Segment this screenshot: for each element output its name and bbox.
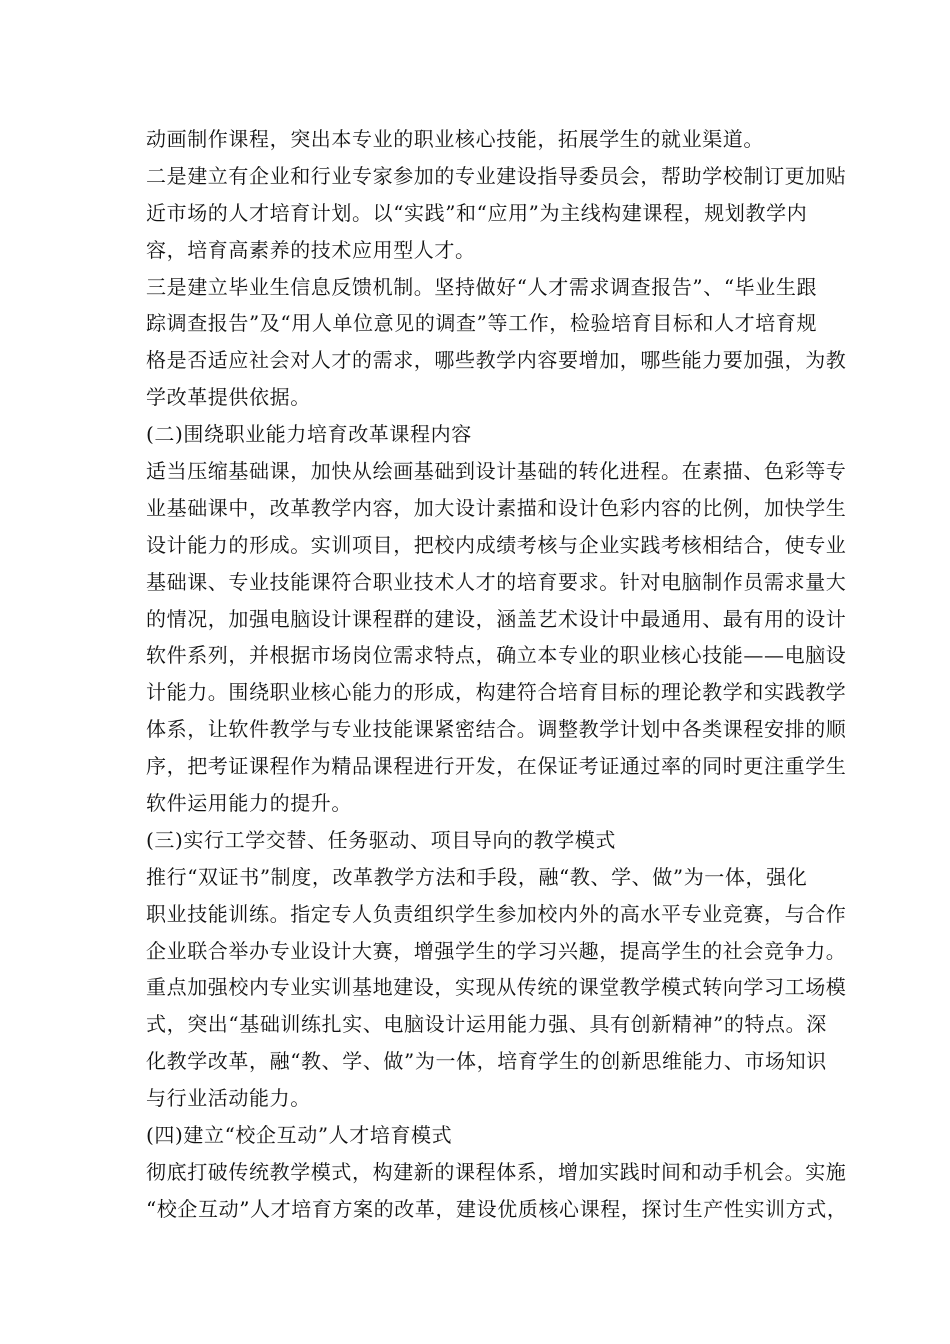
text-line: 计能力。围绕职业核心能力的形成，构建符合培育目标的理论教学和实践教学 bbox=[146, 680, 847, 705]
text-line: 二是建立有企业和行业专家参加的专业建设指导委员会，帮助学校制订更加贴 bbox=[146, 163, 847, 188]
text-line: 近市场的人才培育计划。以“实践”和“应用”为主线构建课程，规划教学内 bbox=[146, 200, 808, 225]
section-heading: (三)实行工学交替、任务驱动、项目导向的教学模式 bbox=[146, 827, 617, 852]
text-line: 软件系列，并根据市场岗位需求特点，确立本专业的职业核心技能——电脑设 bbox=[146, 643, 847, 668]
text-line: 适当压缩基础课，加快从绘画基础到设计基础的转化进程。在素描、色彩等专 bbox=[146, 459, 847, 484]
text-line: 动画制作课程，突出本专业的职业核心技能，拓展学生的就业渠道。 bbox=[146, 127, 764, 151]
text-line: 格是否适应社会对人才的需求，哪些教学内容要增加，哪些能力要加强，为教 bbox=[146, 348, 847, 373]
text-line: 式，突出“基础训练扎实、电脑设计运用能力强、具有创新精神”的特点。深 bbox=[146, 1012, 827, 1037]
text-line: 体系，让软件教学与专业技能课紧密结合。调整教学计划中各类课程安排的顺 bbox=[146, 717, 847, 742]
text-line: 企业联合举办专业设计大赛，增强学生的学习兴趣，提高学生的社会竞争力。 bbox=[146, 938, 847, 963]
text-line: 序，把考证课程作为精品课程进行开发，在保证考证通过率的同时更注重学生 bbox=[146, 754, 847, 779]
text-line: 彻底打破传统教学模式，构建新的课程体系，增加实践时间和动手机会。实施 bbox=[146, 1159, 847, 1184]
text-line: 重点加强校内专业实训基地建设，实现从传统的课堂教学模式转向学习工场模 bbox=[146, 975, 847, 1000]
document-body bbox=[146, 121, 848, 1228]
text-line: 与行业活动能力。 bbox=[146, 1086, 311, 1111]
text-line: 职业技能训练。指定专人负责组织学生参加校内外的高水平专业竞赛，与合作 bbox=[146, 901, 847, 926]
text-line: 化教学改革，融“教、学、做”为一体，培育学生的创新思维能力、市场知识 bbox=[146, 1049, 827, 1074]
text-line: 业基础课中，改革教学内容，加大设计素描和设计色彩内容的比例，加快学生 bbox=[146, 495, 847, 520]
text-line: 推行“双证书”制度，改革教学方法和手段，融“教、学、做”为一体，强化 bbox=[146, 864, 808, 889]
text-line: 软件运用能力的提升。 bbox=[146, 791, 352, 816]
text-line: 基础课、专业技能课符合职业技术人才的培育要求。针对电脑制作员需求量大 bbox=[146, 569, 847, 594]
section-heading: (二)围绕职业能力培育改革课程内容 bbox=[146, 422, 472, 447]
text-line: 容，培育高素养的技术应用型人才。 bbox=[146, 237, 476, 262]
text-line: 设计能力的形成。实训项目，把校内成绩考核与企业实践考核相结合，使专业 bbox=[146, 532, 847, 557]
text-line: 学改革提供依据。 bbox=[146, 385, 311, 410]
text-line: 三是建立毕业生信息反馈机制。坚持做好“人才需求调查报告”、“毕业生跟 bbox=[146, 274, 818, 299]
text-line: “校企互动”人才培育方案的改革，建设优质核心课程，探讨生产性实训方式， bbox=[146, 1196, 848, 1221]
section-heading: (四)建立“校企互动”人才培育模式 bbox=[146, 1123, 453, 1148]
text-line: 踪调查报告”及“用人单位意见的调查”等工作，检验培育目标和人才培育规 bbox=[146, 311, 818, 336]
text-line: 的情况，加强电脑设计课程群的建设，涵盖艺术设计中最通用、最有用的设计 bbox=[146, 606, 847, 631]
